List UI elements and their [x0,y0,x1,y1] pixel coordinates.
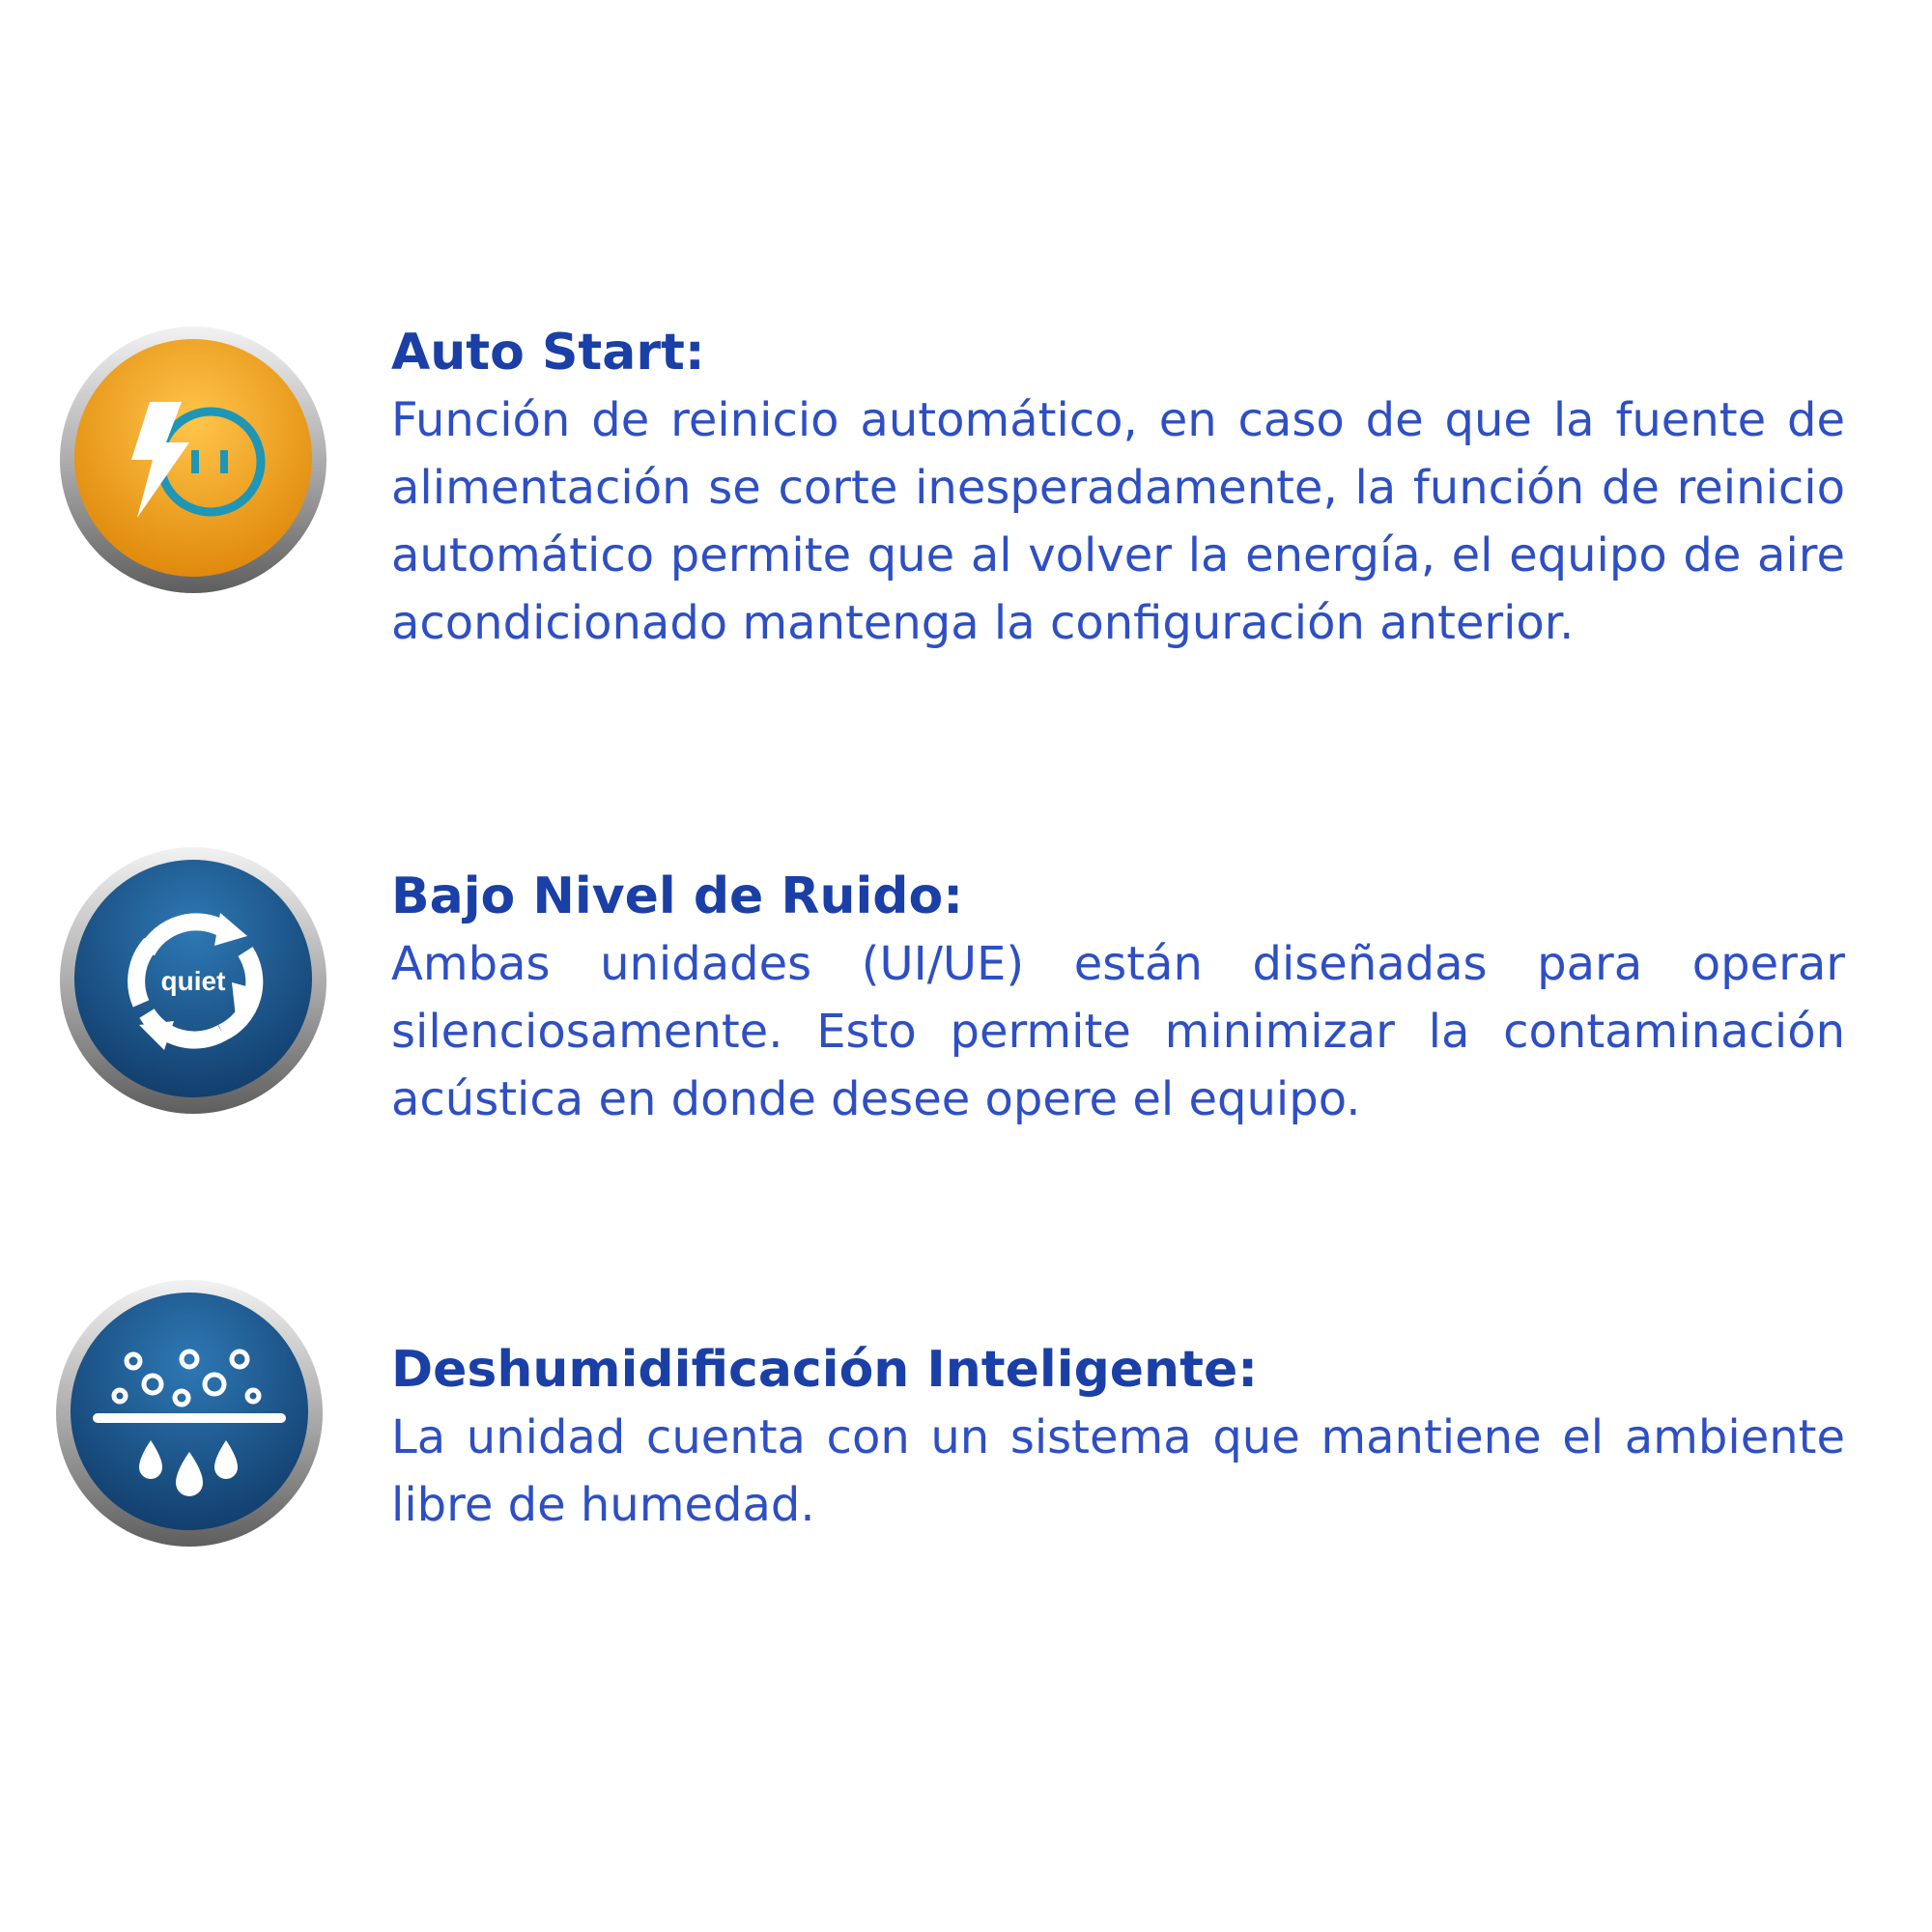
feature-description: Función de reinicio automático, en caso de que la fuente de alimentación se corte inesperadamente, la función de reinicio automático permite que al volver la energía, el equipo de aire acondicionado mantenga la configuración anterior. [391,393,1845,650]
dehumidify-icon [54,1278,325,1548]
feature-text [391,863,1845,1133]
feature-title: Bajo Nivel de Ruido: [391,867,964,925]
quiet-icon [58,845,328,1116]
feature-title: Auto Start: [391,324,705,382]
feature-text [391,1336,1845,1539]
auto-start-icon [58,325,328,595]
feature-text [391,319,1845,657]
feature-description: Ambas unidades (UI/UE) están diseñadas para operar silenciosamente. Esto permite minimizar la contaminación acústica en donde desee opere el equipo. [391,937,1845,1126]
feature-title: Deshumidificación Inteligente: [391,1341,1258,1399]
quiet-icon-label: quiet [160,966,226,996]
feature-description: La unidad cuenta con un sistema que mantiene el ambiente libre de humedad. [391,1410,1845,1532]
